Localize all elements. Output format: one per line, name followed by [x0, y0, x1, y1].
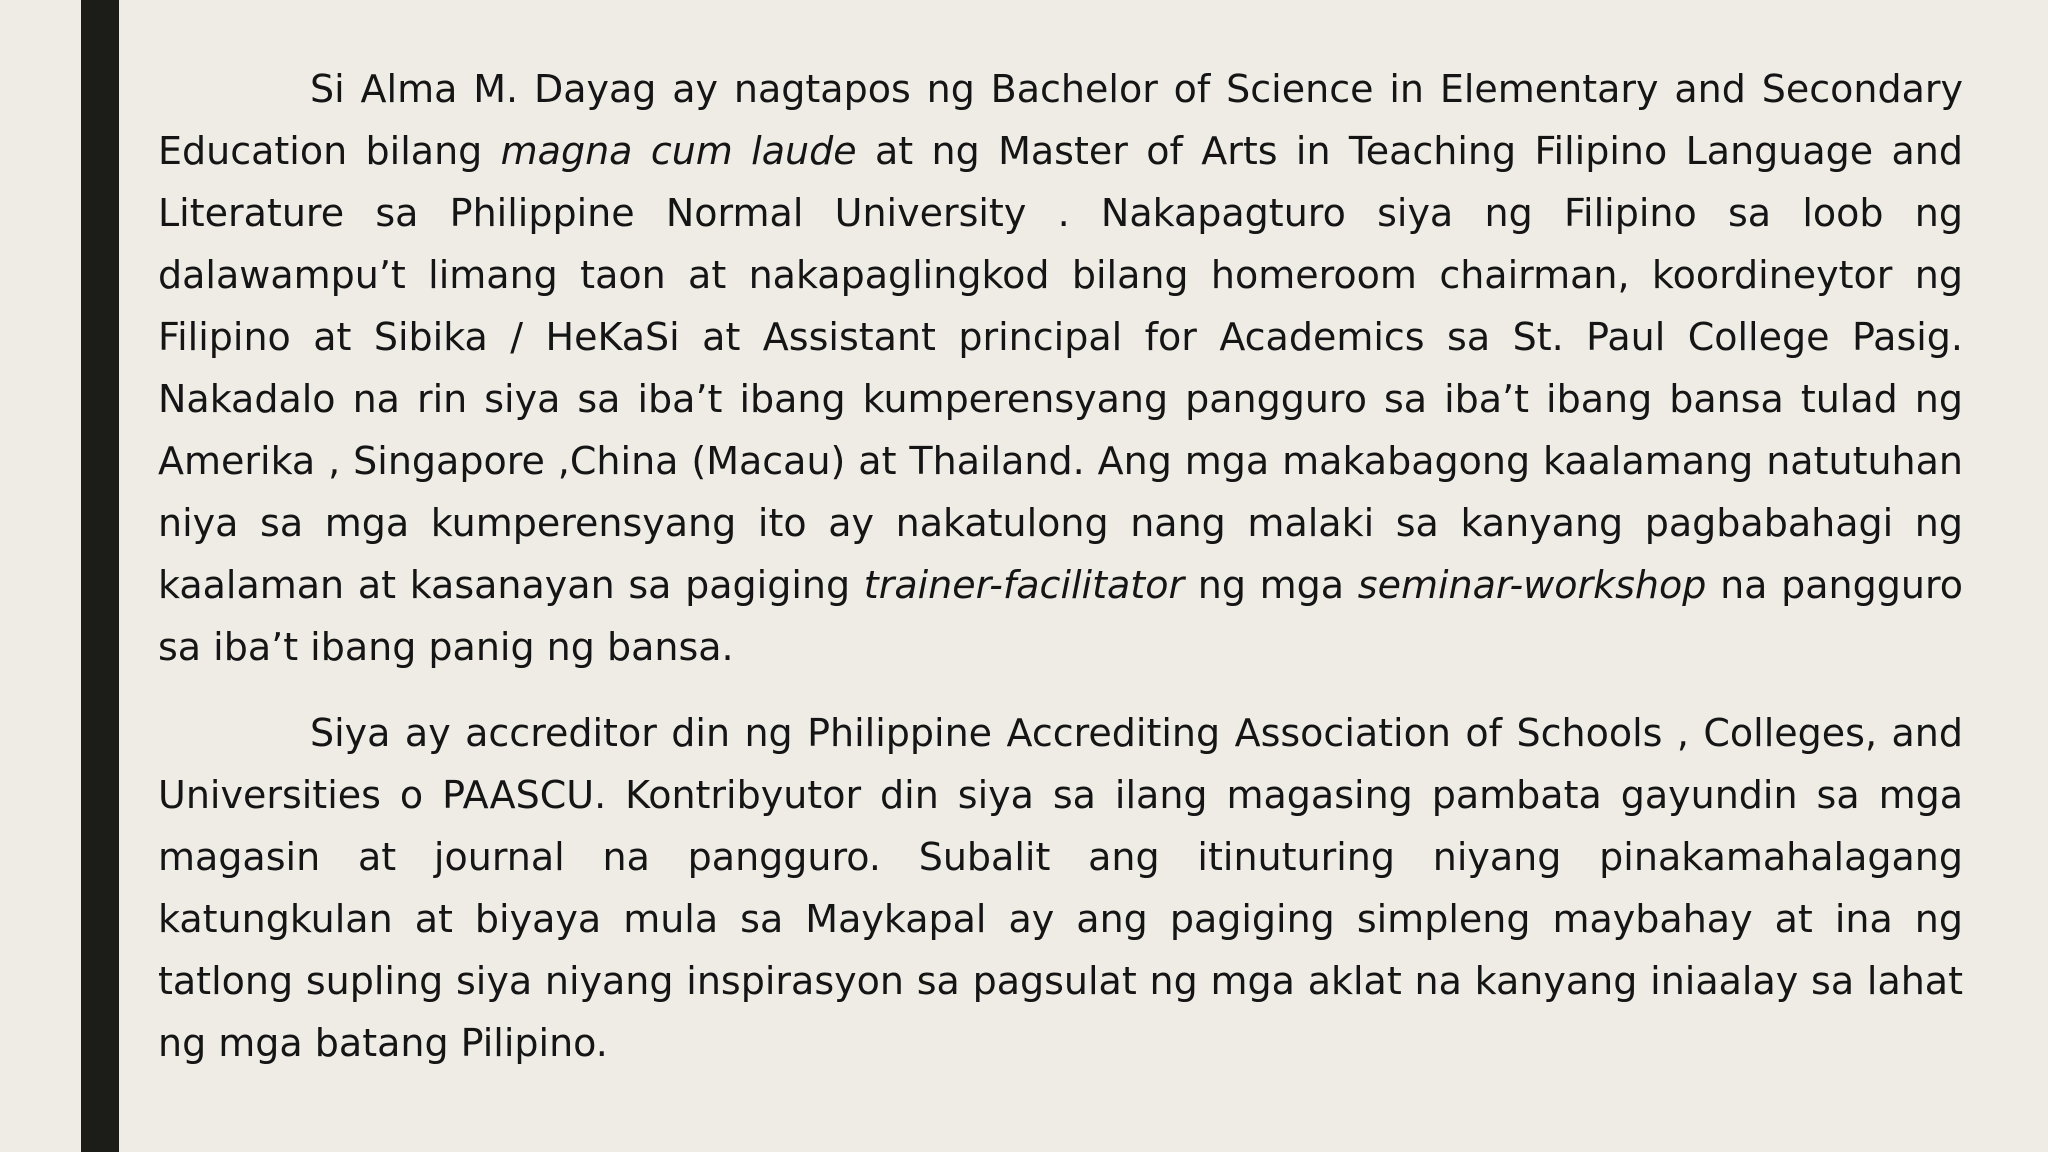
bio-text-block [158, 58, 1963, 1074]
text-segment: Siya ay accreditor din ng Philippine Accrediting Association of Schools , Colleges, and Universities o PAASCU. Kontribyutor din siya sa ilang magasing pambata gayundin sa mga magasin at journal na pangguro. Subalit ang itinuturing niyang pinakamahalagang katungkulan at biyaya mula sa Maykapal ay ang pagiging simpleng maybahay at ina ng tatlong supling siya niyang inspirasyon sa pagsulat ng mga aklat na kanyang iniaalay sa lahat ng mga batang Pilipino. [158, 711, 1963, 1065]
text-segment: na pangguro sa iba’t ibang panig ng bansa. [158, 563, 1964, 669]
bio-paragraph-2 [158, 702, 1963, 1074]
italic-text-segment: trainer-facilitator [863, 563, 1185, 607]
italic-text-segment: seminar-workshop [1357, 563, 1707, 607]
text-segment: Si Alma M. Dayag ay nagtapos ng Bachelor of Science in Elementary and Secondary Education bilang [158, 67, 1963, 173]
italic-text-segment: magna cum laude [500, 129, 857, 173]
bio-paragraph-1 [158, 58, 1963, 678]
text-segment: ng mga [1184, 563, 1358, 607]
text-segment: at ng Master of Arts in Teaching Filipino Language and Literature sa Philippine Normal University . Nakapagturo siya ng Filipino sa loob ng dalawampu’t limang taon at nakapaglingkod bilang homeroom chairman, koordineytor ng Filipino at Sibika / HeKaSi at Assistant principal for Academics sa St. Paul College Pasig. Nakadalo na rin siya sa iba’t ibang kumperensyang pangguro sa iba’t ibang bansa tulad ng Amerika , Singapore ,China (Macau) at Thailand. Ang mga makabagong kaalamang natutuhan niya sa mga kumperensyang ito ay nakatulong nang malaki sa kanyang pagbabahagi ng kaalaman at kasanayan sa pagiging [158, 129, 1963, 607]
accent-bar [81, 0, 119, 1152]
